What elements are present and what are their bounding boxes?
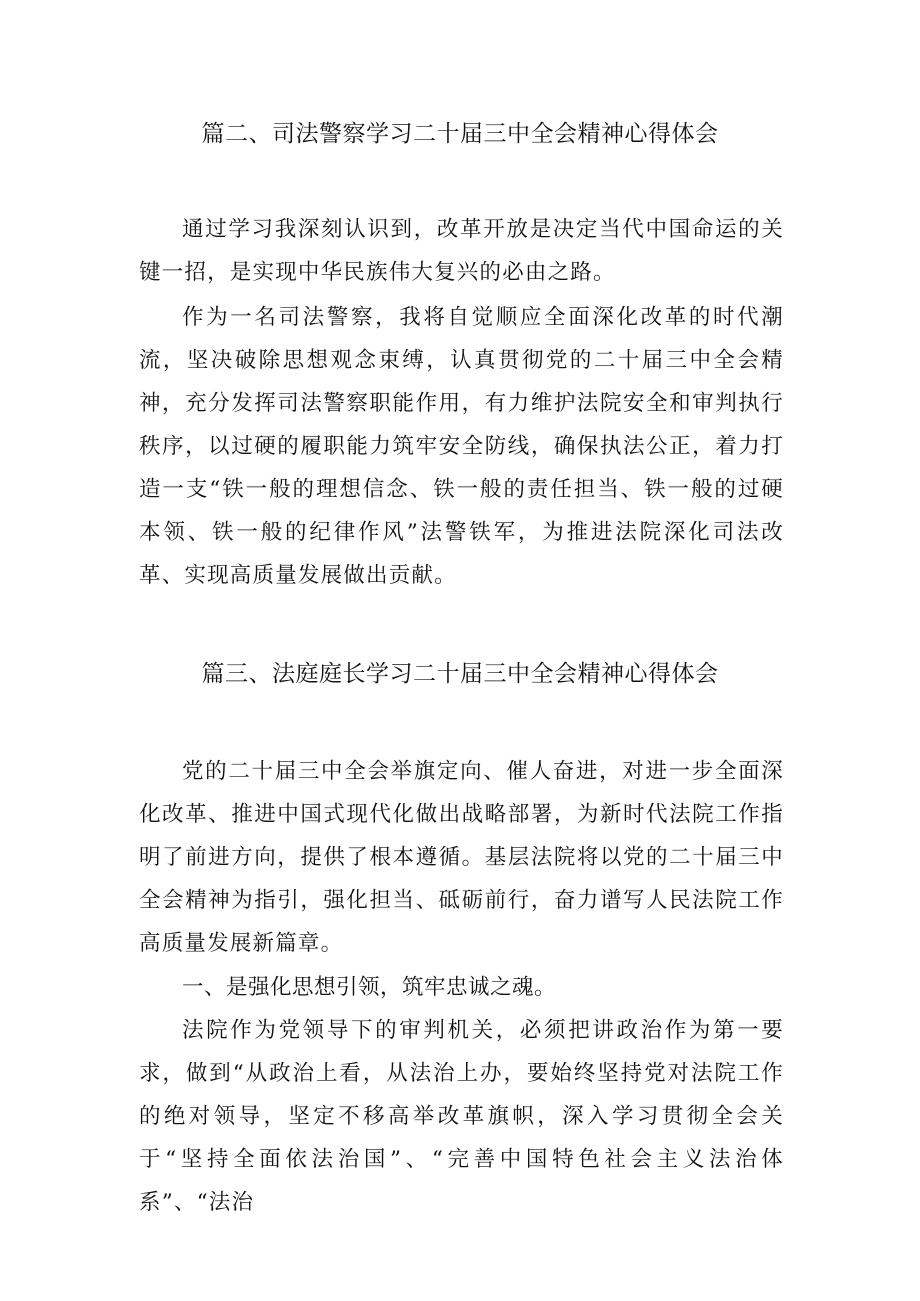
section3-subheading: 一、是强化思想引领，筑牢忠诚之魂。 — [182, 975, 557, 1000]
section2-paragraph-2: 作为一名司法警察，我将自觉顺应全面深化改革的时代潮流，坚决破除思想观念束缚，认真贯彻党的二十届三中全会精神，充分发挥司法警察职能作用，有力维护法院安全和审判执行秩序，以过硬的履职能力筑牢安全防线，确保执法公正，着力打造一支“铁一般的理想信念、铁一般的责任担当、铁一般的过硬本领、铁一般的纪律作风”法警铁军，为推进法院深化司法改革、实现高质量发展做出贡献。 — [139, 305, 784, 588]
section2-title: 篇二、司法警察学习二十届三中全会精神心得体会 — [201, 121, 719, 147]
section3-body-paragraph: 法院作为党领导下的审判机关，必须把讲政治作为第一要求，做到“从政治上看，从法治上办，要始终坚持党对法院工作的绝对领导，坚定不移高举改革旗帜，深入学习贯彻全会关于“坚持全面依法治国”、“完善中国特色社会主义法治体系”、“法治 — [139, 1018, 784, 1215]
section3-title: 篇三、法庭庭长学习二十届三中全会精神心得体会 — [201, 661, 719, 687]
section2-paragraph-1: 通过学习我深刻认识到，改革开放是决定当代中国命运的关键一招，是实现中华民族伟大复兴的必由之路。 — [139, 217, 784, 285]
section3-intro-paragraph: 党的二十届三中全会举旗定向、催人奋进，对进一步全面深化改革、推进中国式现代化做出战略部署，为新时代法院工作指明了前进方向，提供了根本遵循。基层法院将以党的二十届三中全会精神为指引，强化担当、砥砺前行，奋力谱写人民法院工作高质量发展新篇章。 — [139, 759, 784, 956]
